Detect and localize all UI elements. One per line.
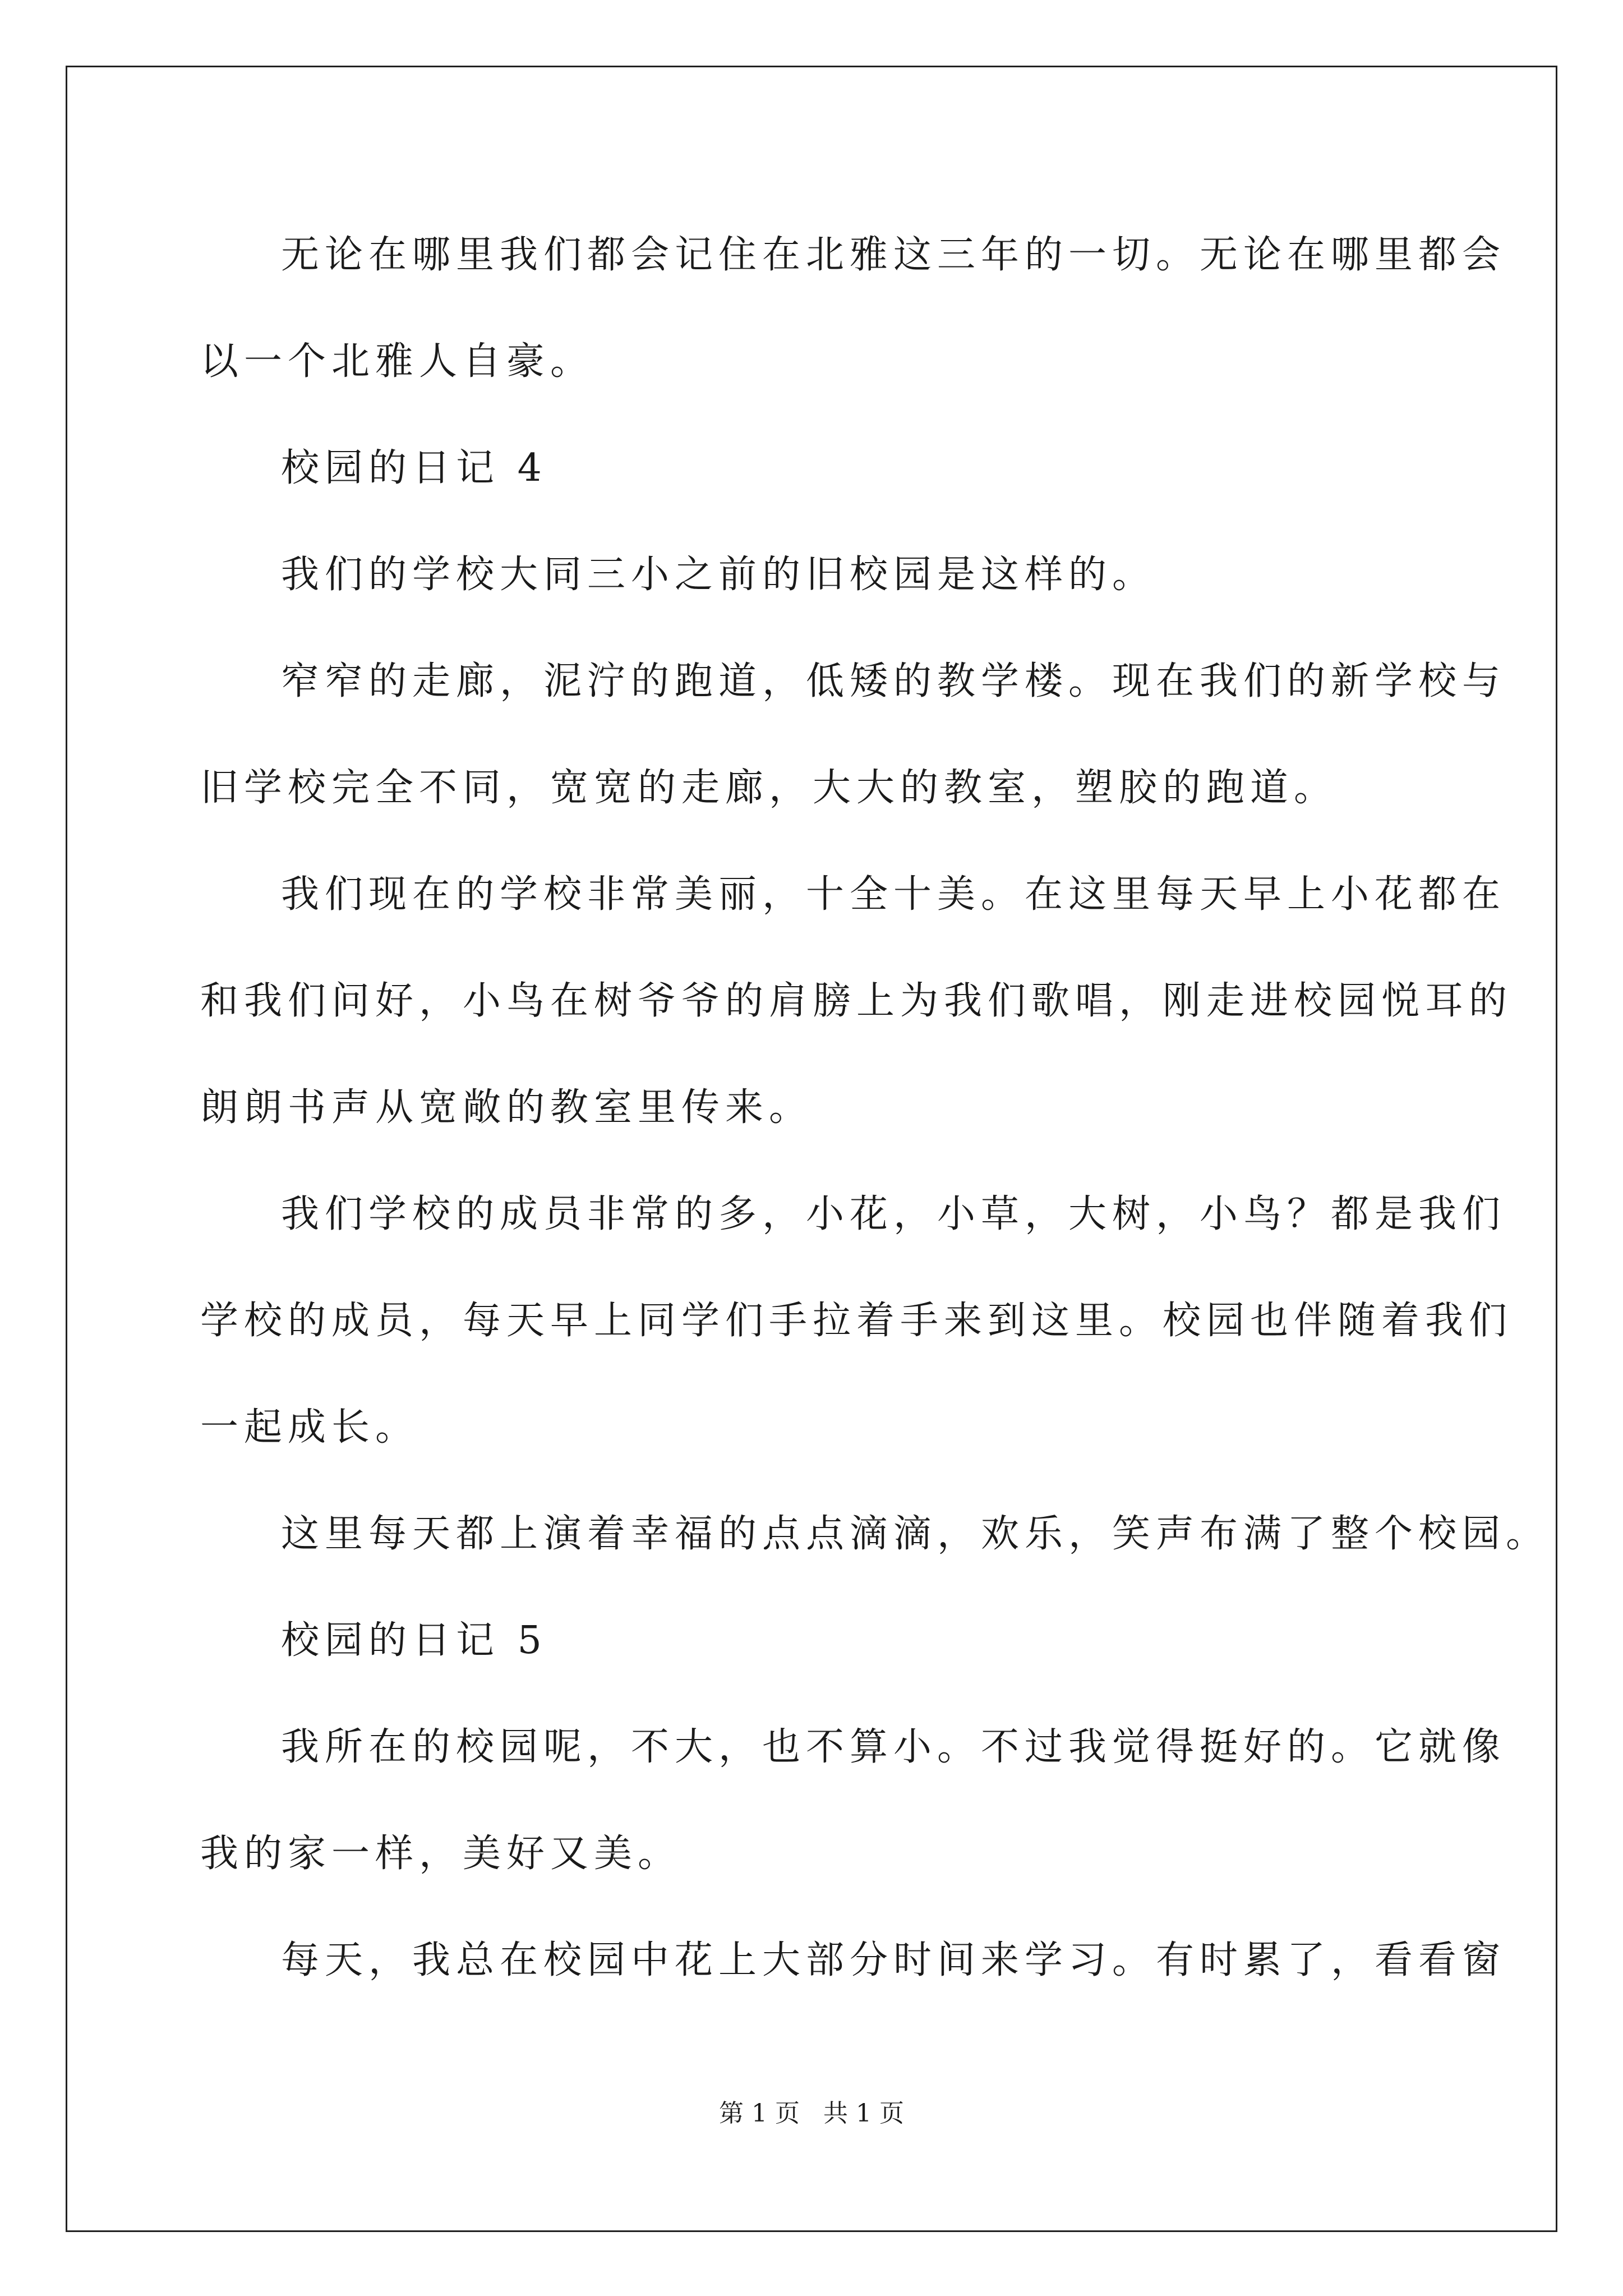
paragraph-line: 我所在的校园呢，不大，也不算小。不过我觉得挺好的。它就像 <box>281 1725 1506 1769</box>
paragraph-line: 旧学校完全不同，宽宽的走廊，大大的教室，塑胶的跑道。 <box>200 766 1338 810</box>
page-border <box>66 66 1557 2232</box>
section-heading: 校园的日记 5 <box>281 1618 547 1663</box>
paragraph-line: 一起成长。 <box>200 1405 419 1450</box>
paragraph-line: 窄窄的走廊，泥泞的跑道，低矮的教学楼。现在我们的新学校与 <box>281 659 1506 703</box>
page-footer: 第 1 页 共 1 页 <box>719 2099 904 2128</box>
paragraph-line: 我们的学校大同三小之前的旧校园是这样的。 <box>281 553 1156 597</box>
paragraph-line: 无论在哪里我们都会记住在北雅这三年的一切。无论在哪里都会 <box>281 233 1506 277</box>
paragraph-line: 学校的成员，每天早上同学们手拉着手来到这里。校园也伴随着我们 <box>200 1299 1513 1343</box>
paragraph-line: 我们现在的学校非常美丽，十全十美。在这里每天早上小花都在 <box>281 872 1506 917</box>
paragraph-line: 以一个北雅人自豪。 <box>200 339 594 384</box>
paragraph-line: 朗朗书声从宽敞的教室里传来。 <box>200 1085 813 1130</box>
paragraph-line: 我的家一样，美好又美。 <box>200 1832 682 1876</box>
paragraph-line: 这里每天都上演着幸福的点点滴滴，欢乐，笑声布满了整个校园。 <box>281 1512 1550 1556</box>
paragraph-line: 每天，我总在校园中花上大部分时间来学习。有时累了，看看窗 <box>281 1938 1506 1982</box>
paragraph-line: 和我们问好，小鸟在树爷爷的肩膀上为我们歌唱，刚走进校园悦耳的 <box>200 979 1513 1023</box>
paragraph-line: 我们学校的成员非常的多，小花，小草，大树，小鸟？都是我们 <box>281 1192 1506 1236</box>
section-heading: 校园的日记 4 <box>281 446 547 490</box>
